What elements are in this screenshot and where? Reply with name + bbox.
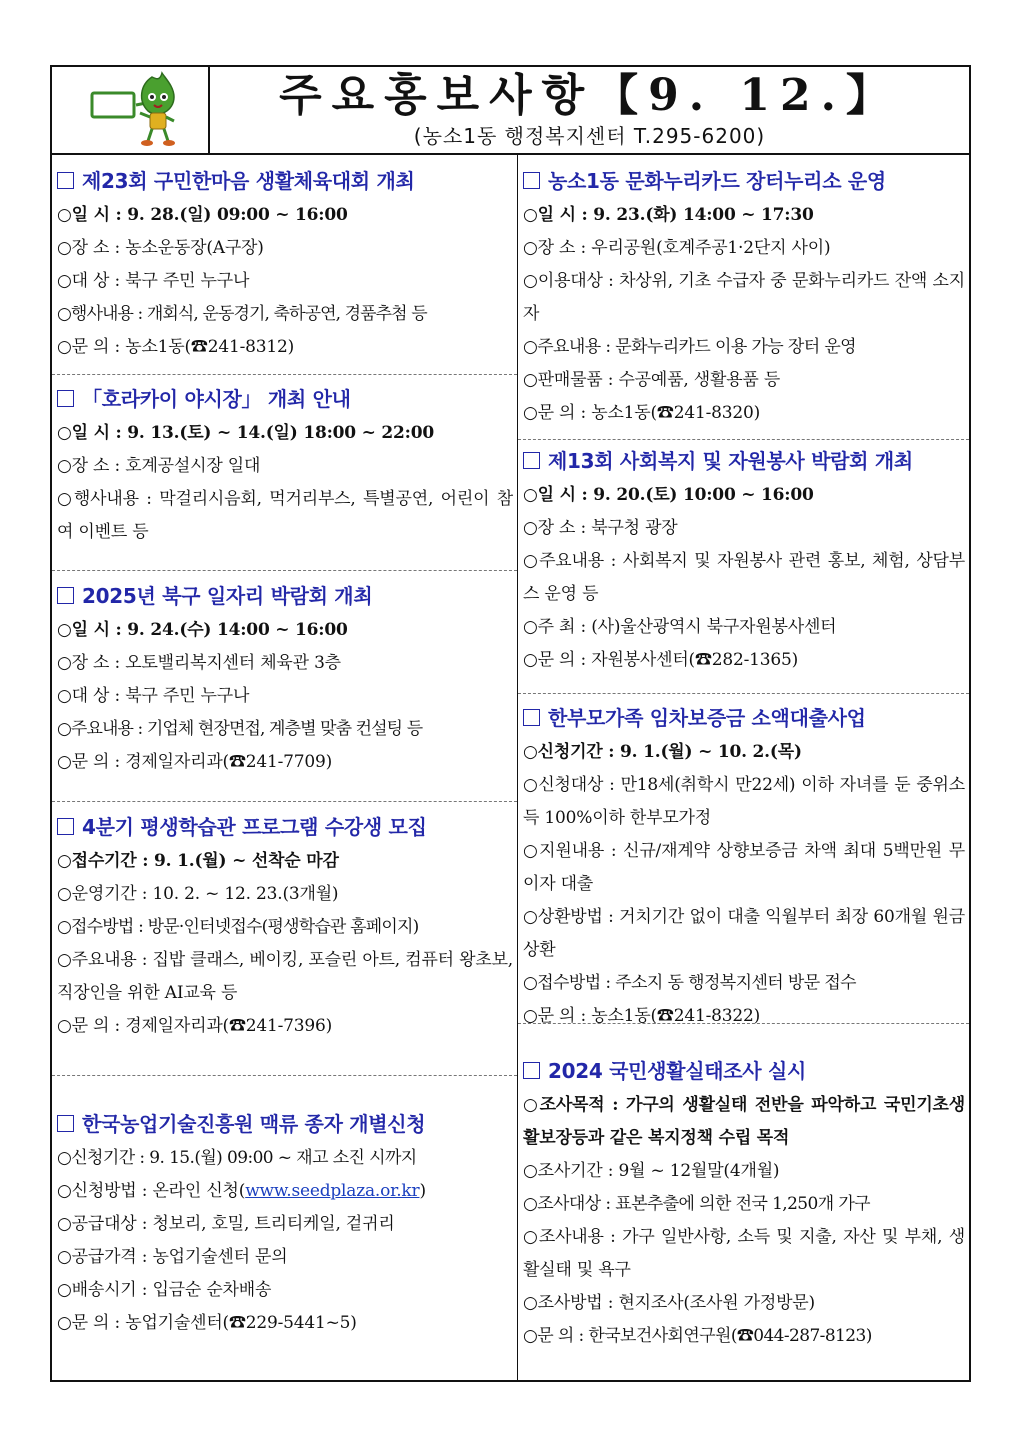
notice-row: ○일 시 : 9. 28.(일) 09:00 ~ 16:00 <box>57 205 348 225</box>
notice-row: ○조사목적 : 가구의 생활실태 전반을 파악하고 국민기초생활보장등과 같은 복지정책 수립 목적 <box>523 1095 965 1148</box>
notice-section <box>518 702 969 1033</box>
notice-row: ○접수방법 : 방문·인터넷접수(평생학습관 홈페이지) <box>57 917 419 937</box>
section-title: 4분기 평생학습관 프로그램 수강생 모집 <box>57 811 513 845</box>
notice-section <box>52 811 517 1043</box>
notice-row: ○주요내용 : 집밥 클래스, 베이킹, 포슬린 아트, 컴퓨터 왕초보, 직장인을 위한 AI교육 등 <box>57 950 513 1003</box>
notice-row: ○문 의 : 자원봉사센터(☎282-1365) <box>523 650 799 670</box>
section-divider <box>518 693 969 694</box>
left-column <box>52 155 518 1380</box>
notice-row: ○주요내용 : 문화누리카드 이용 가능 장터 운영 <box>523 337 856 357</box>
notice-row: ○공급가격 : 농업기술센터 문의 <box>57 1247 288 1267</box>
section-divider <box>52 801 517 802</box>
page-subtitle: (농소1동 행정복지센터 T.295-6200) <box>413 124 766 148</box>
notice-row: ○신청방법 : 온라인 신청(www.seedplaza.or.kr) <box>57 1181 426 1201</box>
notice-section <box>518 165 969 430</box>
mascot-logo-icon <box>52 67 210 153</box>
notice-row: ○판매물품 : 수공예품, 생활용품 등 <box>523 370 781 390</box>
notice-row: ○이용대상 : 차상위, 기초 수급자 중 문화누리카드 잔액 소지자 <box>523 271 965 324</box>
notice-row: ○문 의 : 농업기술센터(☎229-5441~5) <box>57 1313 357 1333</box>
checkbox-square-icon <box>523 709 540 726</box>
section-title: 농소1동 문화누리카드 장터누리소 운영 <box>523 165 965 199</box>
notice-row: ○문 의 : 농소1동(☎241-8320) <box>523 403 761 423</box>
section-divider <box>518 439 969 440</box>
checkbox-square-icon <box>523 452 540 469</box>
checkbox-square-icon <box>57 587 74 604</box>
notice-section <box>52 1108 517 1340</box>
right-column <box>518 155 969 1380</box>
notice-row: ○신청기간 : 9. 15.(월) 09:00 ~ 재고 소진 시까지 <box>57 1148 417 1168</box>
notice-row: ○일 시 : 9. 20.(토) 10:00 ~ 16:00 <box>523 485 814 505</box>
section-title: 한부모가족 임차보증금 소액대출사업 <box>523 702 965 736</box>
notice-row: ○운영기간 : 10. 2. ~ 12. 23.(3개월) <box>57 884 339 904</box>
seedplaza-link[interactable]: www.seedplaza.or.kr <box>245 1181 420 1201</box>
checkbox-square-icon <box>57 390 74 407</box>
notice-row: ○신청대상 : 만18세(취학시 만22세) 이하 자녀를 둔 중위소득 100%이하 한부모가정 <box>523 775 965 828</box>
notice-row: ○공급대상 : 청보리, 호밀, 트리티케일, 겉귀리 <box>57 1214 395 1234</box>
notice-row: ○접수기간 : 9. 1.(월) ~ 선착순 마감 <box>57 851 339 871</box>
notice-row: ○행사내용 : 개회식, 운동경기, 축하공연, 경품추첨 등 <box>57 304 427 324</box>
section-divider <box>518 1023 969 1024</box>
notice-row: ○문 의 : 경제일자리과(☎241-7709) <box>57 752 333 772</box>
notice-row: ○조사내용 : 가구 일반사항, 소득 및 지출, 자산 및 부채, 생활실태 및 욕구 <box>523 1227 965 1280</box>
notice-row: ○일 시 : 9. 23.(화) 14:00 ~ 17:30 <box>523 205 814 225</box>
notice-row: ○장 소 : 호계공설시장 일대 <box>57 456 261 476</box>
notice-section <box>518 445 969 677</box>
section-divider <box>52 570 517 571</box>
notice-row: ○문 의 : 한국보건사회연구원(☎044-287-8123) <box>523 1326 872 1346</box>
section-divider <box>52 374 517 375</box>
notice-row: ○배송시기 : 입금순 순차배송 <box>57 1280 272 1300</box>
section-title: 제23회 구민한마음 생활체육대회 개최 <box>57 165 513 199</box>
notice-row: ○대 상 : 북구 주민 누구나 <box>57 271 250 291</box>
notice-row: ○조사대상 : 표본추출에 의한 전국 1,250개 가구 <box>523 1194 871 1214</box>
checkbox-square-icon <box>57 1115 74 1132</box>
section-title: 한국농업기술진흥원 맥류 종자 개별신청 <box>57 1108 513 1142</box>
notice-row: ○행사내용 : 막걸리시음회, 먹거리부스, 특별공연, 어린이 참여 이벤트 등 <box>57 489 513 542</box>
notice-section <box>518 1055 969 1353</box>
checkbox-square-icon <box>523 172 540 189</box>
section-title: 「호라카이 야시장」 개최 안내 <box>57 383 513 417</box>
logo-cell <box>52 67 210 153</box>
section-title: 제13회 사회복지 및 자원봉사 박람회 개최 <box>523 445 965 479</box>
checkbox-square-icon <box>57 818 74 835</box>
notice-row: ○주 최 : (사)울산광역시 북구자원봉사센터 <box>523 617 837 637</box>
checkbox-square-icon <box>523 1062 540 1079</box>
section-title: 2024 국민생활실태조사 실시 <box>523 1055 965 1089</box>
page-title: 주요홍보사항【9. 12.】 <box>279 70 900 121</box>
notice-row: ○조사방법 : 현지조사(조사원 가정방문) <box>523 1293 815 1313</box>
notice-section <box>52 580 517 779</box>
section-title: 2025년 북구 일자리 박람회 개최 <box>57 580 513 614</box>
notice-row: ○장 소 : 우리공원(호계주공1·2단지 사이) <box>523 238 831 258</box>
notice-row: ○문 의 : 농소1동(☎241-8312) <box>57 337 295 357</box>
notice-row: ○신청기간 : 9. 1.(월) ~ 10. 2.(목) <box>523 742 802 762</box>
notice-row: ○주요내용 : 기업체 현장면접, 계층별 맞춤 컨설팅 등 <box>57 719 423 739</box>
notice-row: ○문 의 : 농소1동(☎241-8322) <box>523 1006 761 1026</box>
notice-row: ○지원내용 : 신규/재계약 상향보증금 차액 최대 5백만원 무이자 대출 <box>523 841 965 894</box>
notice-row: ○대 상 : 북구 주민 누구나 <box>57 686 250 706</box>
notice-row: ○일 시 : 9. 13.(토) ~ 14.(일) 18:00 ~ 22:00 <box>57 423 435 443</box>
bulletin-frame <box>50 65 971 1382</box>
notice-row: ○장 소 : 북구청 광장 <box>523 518 678 538</box>
notice-row: ○상환방법 : 거치기간 없이 대출 익월부터 최장 60개월 원금 상환 <box>523 907 965 960</box>
header <box>52 67 969 155</box>
notice-row: ○장 소 : 오토밸리복지센터 체육관 3층 <box>57 653 341 673</box>
notice-section <box>52 383 517 549</box>
notice-row: ○장 소 : 농소운동장(A구장) <box>57 238 264 258</box>
notice-section <box>52 165 517 364</box>
section-divider <box>52 1075 517 1076</box>
notice-row: ○조사기간 : 9월 ~ 12월말(4개월) <box>523 1161 780 1181</box>
notice-row: ○일 시 : 9. 24.(수) 14:00 ~ 16:00 <box>57 620 348 640</box>
notice-row: ○문 의 : 경제일자리과(☎241-7396) <box>57 1016 333 1036</box>
notice-row: ○접수방법 : 주소지 동 행정복지센터 방문 접수 <box>523 973 856 993</box>
notice-row: ○주요내용 : 사회복지 및 자원봉사 관련 홍보, 체험, 상담부스 운영 등 <box>523 551 965 604</box>
checkbox-square-icon <box>57 172 74 189</box>
